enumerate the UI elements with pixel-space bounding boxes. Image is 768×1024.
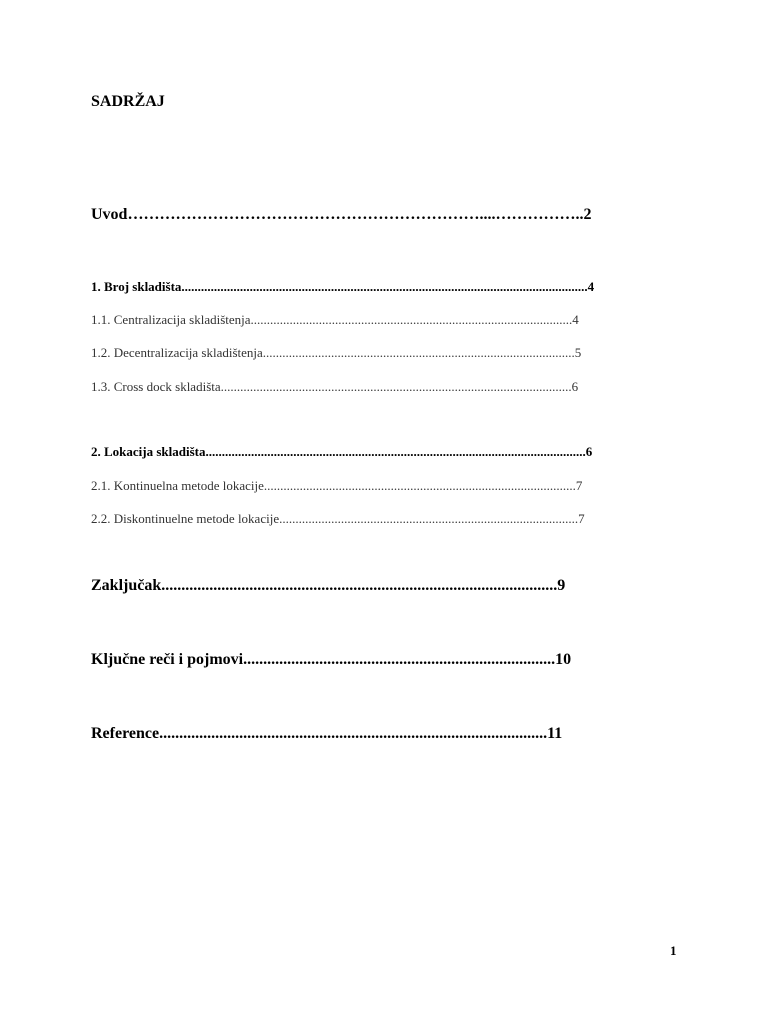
toc-entry-zakljucak[interactable]: Zaključak...................................................................................................9 (91, 577, 566, 594)
toc-entry-section-1-3[interactable]: 1.3. Cross dock skladišta............................................................................................................6 (91, 379, 579, 394)
toc-entry-section-2[interactable]: 2. Lokacija skladišta.....................................................................................................................6 (91, 444, 593, 459)
toc-entry-section-2-2[interactable]: 2.2. Diskontinuelne metode lokacije............................................................................................7 (91, 511, 585, 526)
toc-entry-section-1-1[interactable]: 1.1. Centralizacija skladištenja...................................................................................................4 (91, 312, 579, 327)
toc-entry-section-1-2[interactable]: 1.2. Decentralizacija skladištenja................................................................................................5 (91, 345, 582, 360)
toc-entry-reference[interactable]: Reference.................................................................................................11 (91, 725, 563, 742)
toc-entry-section-1[interactable]: 1. Broj skladišta.............................................................................................................................4 (91, 279, 595, 294)
toc-entry-uvod[interactable]: Uvod…………………………………………………………....……………..2 (91, 206, 592, 223)
page-title: SADRŽAJ (91, 93, 165, 110)
toc-entry-kljucne-reci[interactable]: Ključne reči i pojmovi..............................................................................10 (91, 651, 572, 668)
page-number: 1 (670, 943, 677, 958)
toc-entry-section-2-1[interactable]: 2.1. Kontinuelna metode lokacije................................................................................................7 (91, 478, 583, 493)
